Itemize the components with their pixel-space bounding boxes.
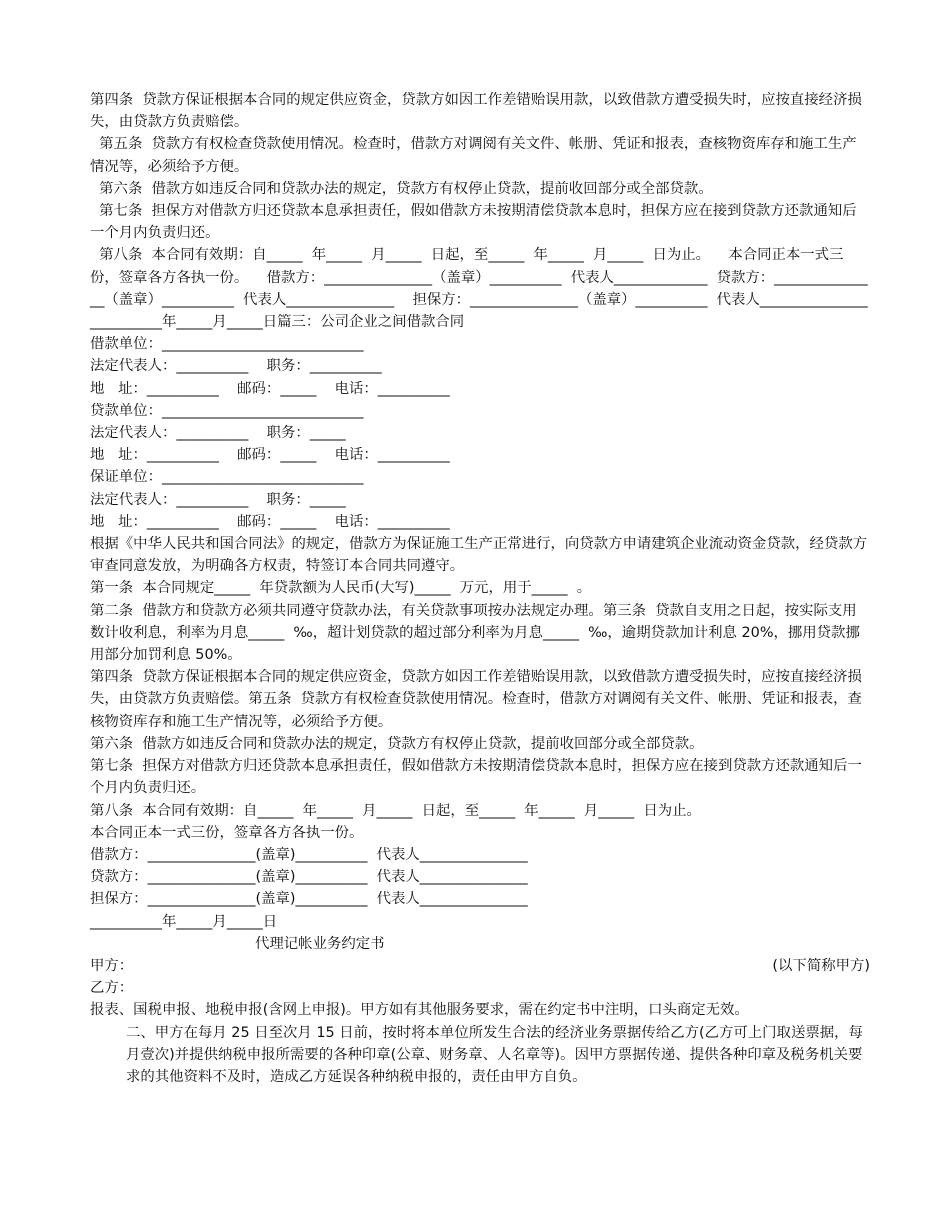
paragraph: 第四条 贷款方保证根据本合同的规定供应资金，贷款方如因工作差错贻误用款，以致借款方遭受损失时，应按直接经济损失，由贷款方负责赔偿。 [90,92,862,131]
paragraph: 第一条 本合同规定_____ 年贷款额为人民币(大写)_____ 万元，用于_____ 。 [90,580,592,597]
paragraph: 第四条 贷款方保证根据本合同的规定供应资金，贷款方如因工作差错贻误用款，以致借款方遭受损失时，应按直接经济损失，由贷款方负责赔偿。第五条 贷款方有权检查贷款使用情况。检查时，借款方对调阅有关文件、帐册、凭证和报表，查核物资库存和施工生产情况等，必须给予方便。 [90,669,862,730]
form-line: 地 址：__________ 邮码：_____ 电话：__________ [90,380,450,397]
paragraph: 第八条 本合同有效期：自_____ 年_____ 月_____ 日起，至_____ 年_____ 月_____ 日为止。 本合同正本一式三份，签章各方各执一份。 借款方：_______________（盖章）__________ 代表人_____________ 贷款方：_______________（盖章）__________ 代表人_______________ 担保方：_______________（盖章）__________ 代表人_______________ [90,247,868,308]
party-a-line [90,955,870,977]
paragraph: 第五条 贷款方有权检查贷款使用情况。检查时，借款方对调阅有关文件、帐册、凭证和报表，查核物资库存和施工生产情况等，必须给予方便。 [90,136,857,175]
signature-line: 贷款方：_______________(盖章)__________ 代表人_______________ [90,869,528,886]
paragraph: 二、甲方在每月 25 日至次月 15 日前，按时将本单位所发生合法的经济业务票据传给乙方(乙方可上门取送票据，每月壹次)并提供纳税申报所需要的各种印章(公章、财务章、人名章等)。因甲方票据传递、提供各种印章及税务机关要求的其他资料不及时，造成乙方延误各种纳税申报的，责任由甲方自负。 [126,1024,863,1085]
form-line: 借款单位：____________________________ [90,336,364,353]
form-line: 地 址：__________ 邮码：_____ 电话：__________ [90,447,450,464]
paragraph: 本合同正本一式三份，签章各方各执一份。 [90,824,364,841]
paragraph: 第二条 借款方和贷款方必须共同遵守贷款办法，有关贷款事项按办法规定办理。第三条 贷款自支用之日起，按实际支用数计收利息，利率为月息_____ ‰，超计划贷款的超过部分利率为月息_____ ‰，逾期贷款加计利息 20%，挪用贷款挪用部分加罚利息 50%。 [90,602,860,664]
signature-line: 担保方：_______________(盖章)__________ 代表人_______________ [90,891,528,908]
form-line: 法定代表人：__________ 职务：__________ [90,358,382,375]
form-line: 法定代表人：__________ 职务：_____ [90,425,346,442]
agency-title: 代理记帐业务约定书 [255,935,385,952]
paragraph: 报表、国税申报、地税申报(含网上申报)。甲方如有其他服务要求，需在约定书中注明，口头商定无效。 [90,1002,749,1019]
paragraph: 根据《中华人民共和国合同法》的规定，借款方为保证施工生产正常进行，向贷款方申请建筑企业流动资金贷款，经贷款方审查同意发放，为明确各方权责，特签订本合同共同遵守。 [90,536,868,575]
date-line: __________年_____月_____日 [90,913,278,930]
document-body [90,89,870,1088]
paragraph: 第七条 担保方对借款方归还贷款本息承担责任，假如借款方未按期清偿贷款本息时，担保方应在接到贷款方还款通知后一个月内负责归还。 [90,758,862,797]
paragraph: 第七条 担保方对借款方归还贷款本息承担责任，假如借款方未按期清偿贷款本息时，担保方应在接到贷款方还款通知后一个月内负责归还。 [90,203,857,242]
party-a-label: 甲方： [90,957,134,974]
form-line: 地 址：__________ 邮码：_____ 电话：__________ [90,513,450,530]
paragraph: __________年_____月_____日篇三：公司企业之间借款合同 [90,314,465,331]
signature-line: 借款方：_______________(盖章)__________ 代表人_______________ [90,846,528,863]
party-b-label: 乙方： [90,980,134,997]
party-a-note: (以下简称甲方) [772,957,870,974]
paragraph: 第六条 借款方如违反合同和贷款办法的规定，贷款方有权停止贷款，提前收回部分或全部贷款。 [90,735,704,752]
form-line: 法定代表人：__________ 职务：_____ [90,491,346,508]
form-line: 保证单位：____________________________ [90,469,364,486]
paragraph: 第六条 借款方如违反合同和贷款办法的规定，贷款方有权停止贷款，提前收回部分或全部贷款。 [90,180,713,197]
paragraph: 第八条 本合同有效期：自_____ 年_____ 月_____ 日起，至_____ 年_____ 月_____ 日为止。 [90,802,701,819]
form-line: 贷款单位：____________________________ [90,402,364,419]
